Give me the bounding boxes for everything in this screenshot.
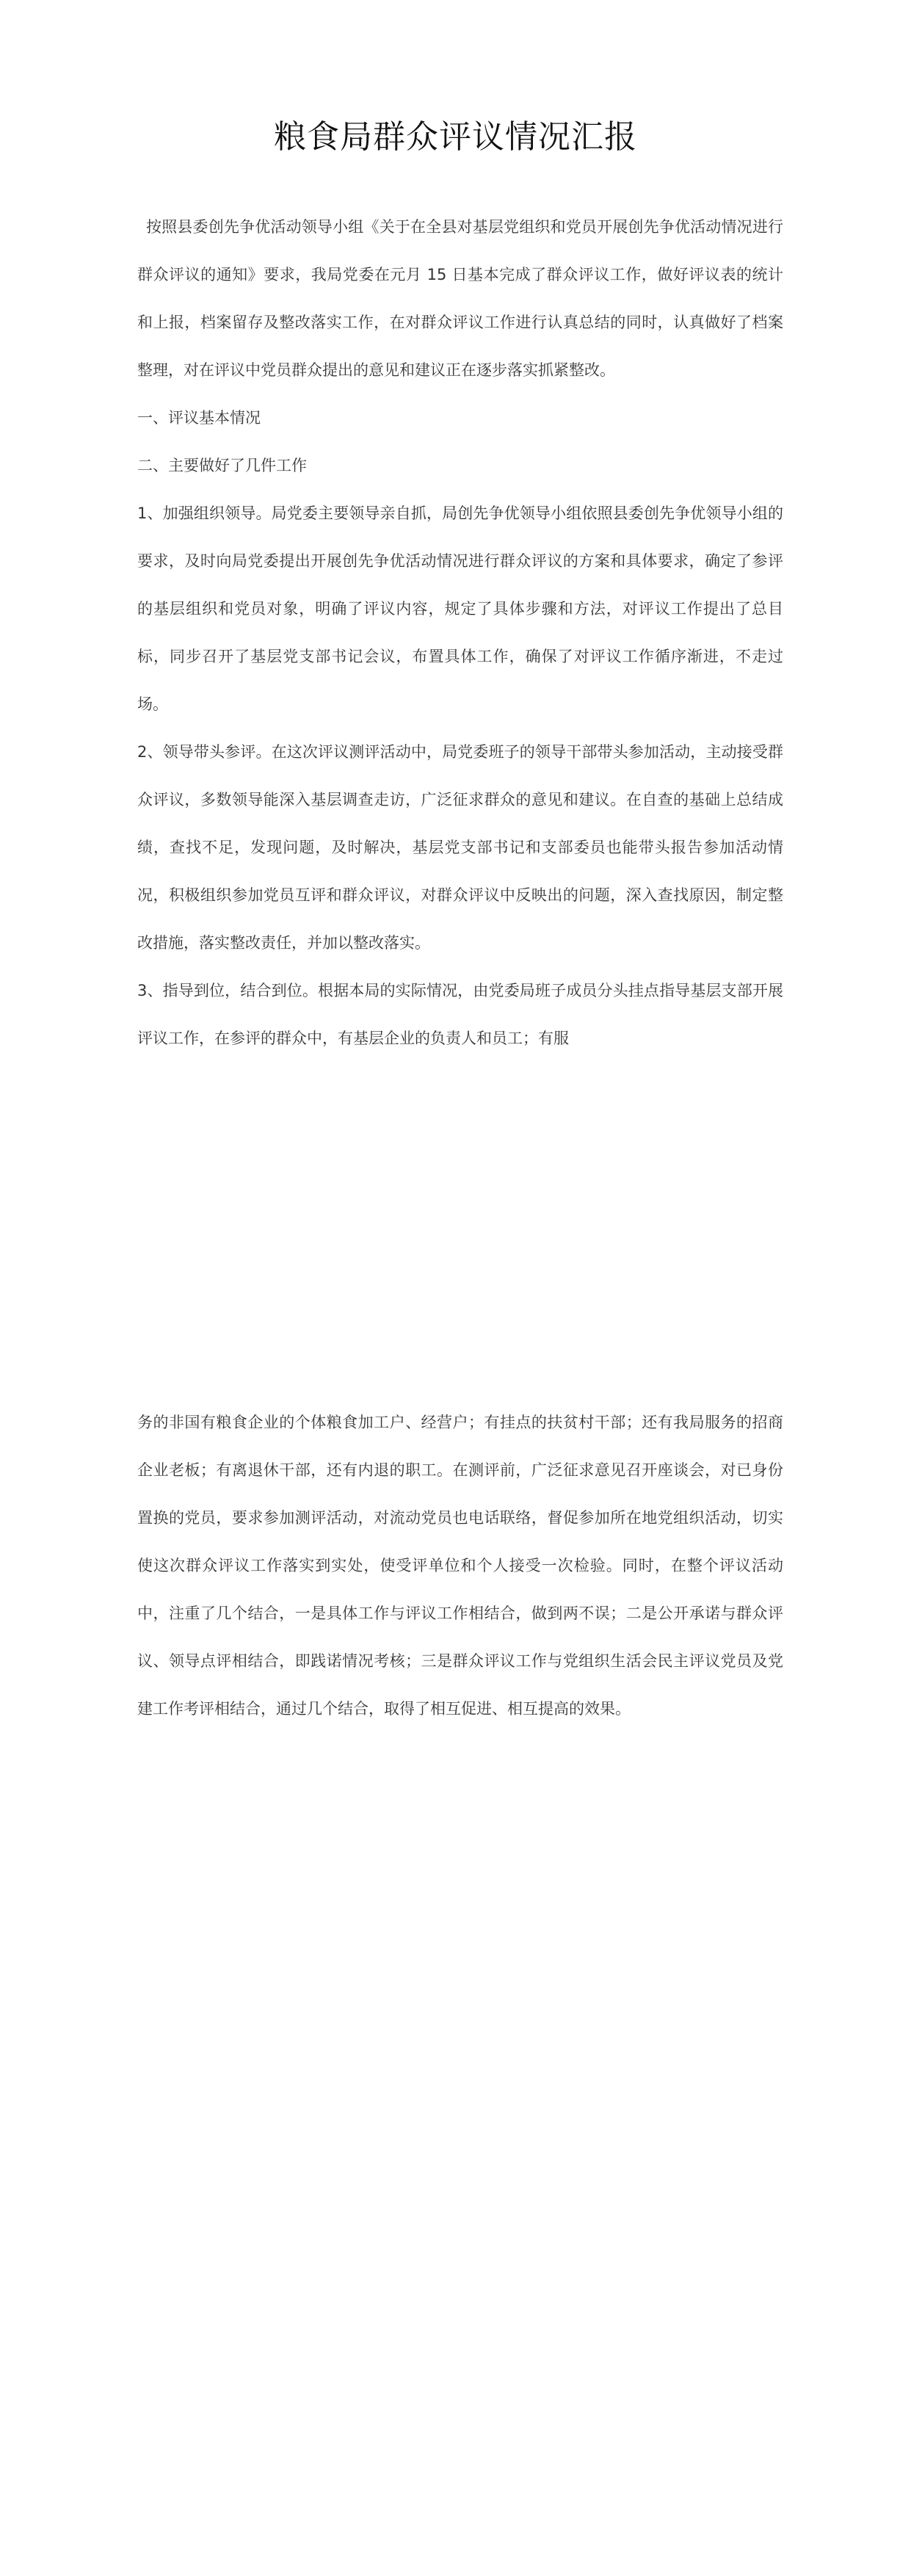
section-heading-work: 二、主要做好了几件工作 [137,457,307,474]
document-title: 粮食局群众评议情况汇报 [274,118,637,156]
document-body-part-2 [137,1399,783,1733]
document-body-part-1 [137,203,783,1063]
paragraph-item-1: 1、加强组织领导。局党委主要领导亲自抓，局创先争优领导小组依照县委创先争优领导小组的要求，及时向局党委提出开展创先争优活动情况进行群众评议的方案和具体要求，确定了参评的基层组织和党员对象，明确了评议内容，规定了具体步骤和方法，对评议工作提出了总目标，同步召开了基层党支部书记会议，布置具体工作，确保了对评议工作循序渐进，不走过场。 [137,504,783,713]
section-heading-overview: 一、评议基本情况 [137,409,261,427]
intro-paragraph: 按照县委创先争优活动领导小组《关于在全县对基层党组织和党员开展创先争优活动情况进行群众评议的通知》要求，我局党委在元月 15 日基本完成了群众评议工作，做好评议表的统计和上报，档案留存及整改落实工作，在对群众评议工作进行认真总结的同时，认真做好了档案整理，对在评议中党员群众提出的意见和建议正在逐步落实抓紧整改。 [137,218,783,379]
paragraph-item-2: 2、领导带头参评。在这次评议测评活动中，局党委班子的领导干部带头参加活动，主动接受群众评议，多数领导能深入基层调查走访，广泛征求群众的意见和建议。在自查的基础上总结成绩，查找不足，发现问题，及时解决，基层党支部书记和支部委员也能带头报告参加活动情况，积极组织参加党员互评和群众评议，对群众评议中反映出的问题，深入查找原因，制定整改措施，落实整改责任，并加以整改落实。 [137,743,783,952]
paragraph-item-3-continued: 务的非国有粮食企业的个体粮食加工户、经营户；有挂点的扶贫村干部；还有我局服务的招商企业老板；有离退休干部，还有内退的职工。在测评前，广泛征求意见召开座谈会，对已身份置换的党员，要求参加测评活动，对流动党员也电话联络，督促参加所在地党组织活动，切实使这次群众评议工作落实到实处，使受评单位和个人接受一次检验。同时，在整个评议活动中，注重了几个结合，一是具体工作与评议工作相结合，做到两不误；二是公开承诺与群众评议、领导点评相结合，即践诺情况考核；三是群众评议工作与党组织生活会民主评议党员及党建工作考评相结合，通过几个结合，取得了相互促进、相互提高的效果。 [137,1414,783,1718]
paragraph-item-3: 3、指导到位，结合到位。根据本局的实际情况，由党委局班子成员分头挂点指导基层支部开展评议工作，在参评的群众中，有基层企业的负责人和员工；有服 [137,982,783,1047]
